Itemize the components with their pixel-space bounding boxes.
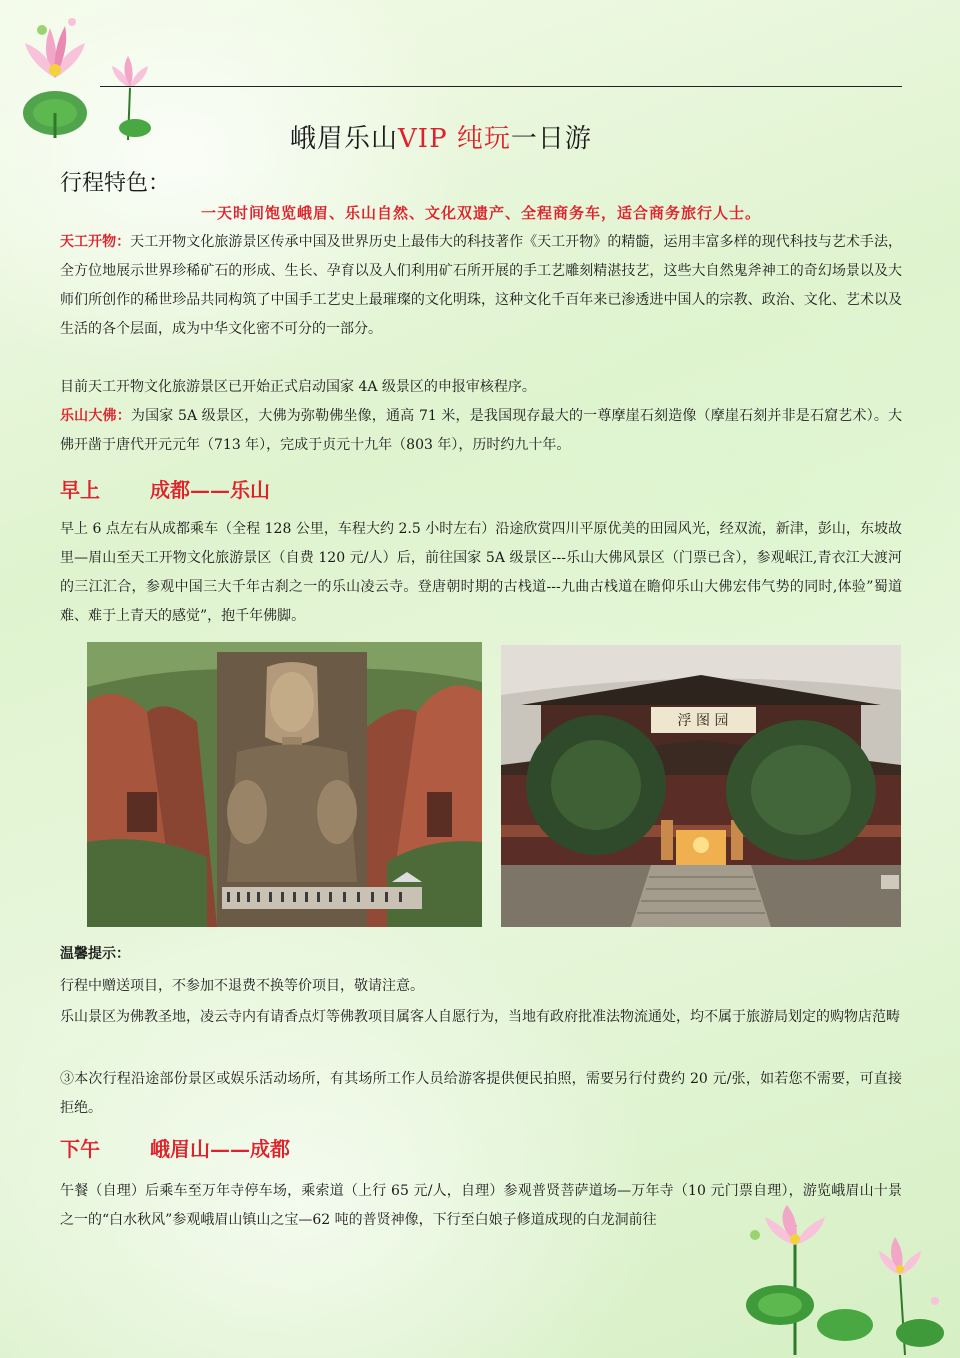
- tiangong-text: 天工开物文化旅游景区传承中国及世界历史上最伟大的科技著作《天工开物》的精髓，运用丰富多样的现代科技与艺术手法，全方位地展示世界珍稀矿石的形成、生长、孕育以及人们利用矿石所开展的手工艺雕刻精湛技艺，这些大自然鬼斧神工的奇幻场景以及大师们所创作的稀世珍品共同构筑了中国手工艺史上最璀璨的文化明珠，这种文化千百年来已渗透进中国人的宗教、政治、文化、艺术以及生活的各个层面，成为中华文化密不可分的一部分。: [60, 234, 902, 337]
- tiangong-paragraph: [60, 228, 902, 344]
- tips-line2: 乐山景区为佛教圣地，凌云寺内有请香点灯等佛教项目属客人自愿行为，当地有政府批准法物流通处，均不属于旅游局划定的购物店范畴: [60, 1009, 900, 1025]
- tiangong-note: 目前天工开物文化旅游景区已开始正式启动国家 4A 级景区的申报审核程序。: [60, 379, 536, 395]
- title-part2: VIP 纯玩: [398, 124, 511, 154]
- afternoon-route: 峨眉山——成都: [150, 1137, 290, 1161]
- morning-heading: [60, 474, 270, 503]
- tiangong-label: 天工开物：: [60, 234, 131, 250]
- morning-paragraph: 早上 6 点左右从成都乘车（全程 128 公里，车程大约 2.5 小时左右）沿途欣赏四川平原优美的田园风光，经双流，新津，彭山，东坡故里—眉山至天工开物文化旅游景区（自费 120 元/人）后，前往国家 5A 级景区---乐山大佛风景区（门票已含），参观岷江,青衣江大渡河的三江汇合，参观中国三大千年古刹之一的乐山凌云寺。登唐朝时期的古栈道---九曲古栈道在瞻仰乐山大佛宏伟气势的同时,体验”蜀道难、难于上青天的感觉”，抱千年佛脚。: [60, 521, 902, 624]
- tips-line1: 行程中赠送项目，不参加不退费不换等价项目，敬请注意。: [60, 978, 424, 994]
- afternoon-time: 下午: [60, 1137, 100, 1161]
- slogan: 一天时间饱览峨眉、乐山自然、文化双遗产、全程商务车，适合商务旅行人士。: [200, 204, 761, 222]
- leshan-buddha-photo: [87, 642, 482, 927]
- feature-heading: 行程特色：: [60, 171, 171, 196]
- tips-line3: ③本次行程沿途部份景区或娱乐活动场所，有其场所工作人员给游客提供便民拍照，需要另行付费约 20 元/张，如若您不需要，可直接拒绝。: [60, 1071, 902, 1116]
- page-title: [290, 118, 592, 155]
- title-part3: 一日游: [510, 124, 592, 154]
- morning-route: 成都——乐山: [150, 478, 270, 502]
- buddha-label: 乐山大佛：: [60, 408, 131, 424]
- title-part1: 峨眉乐山: [290, 124, 399, 154]
- buddha-text: 为国家 5A 级景区，大佛为弥勒佛坐像，通高 71 米，是我国现存最大的一尊摩崖石刻造像（摩崖石刻并非是石窟艺术）。大佛开凿于唐代开元元年（713 年），完成于贞元十九年（803 年），历时约九十年。: [60, 408, 903, 453]
- temple-plaque-text: 浮 图 园: [677, 713, 729, 729]
- header-rule: [100, 86, 902, 87]
- tips-heading: 温馨提示：: [60, 946, 130, 962]
- afternoon-heading: [60, 1133, 290, 1162]
- afternoon-paragraph: 午餐（自理）后乘车至万年寺停车场，乘索道（上行 65 元/人，自理）参观普贤菩萨道场—万年寺（10 元门票自理），游览峨眉山十景之一的“白水秋风”参观峨眉山镇山之宝—62 吨的普贤神像，下行至白娘子修道成现的白龙洞前往: [60, 1183, 902, 1228]
- lotus-flower-icon: [10, 8, 160, 148]
- temple-gate-photo: [501, 645, 901, 927]
- morning-time: 早上: [60, 478, 100, 502]
- buddha-paragraph: [60, 402, 902, 460]
